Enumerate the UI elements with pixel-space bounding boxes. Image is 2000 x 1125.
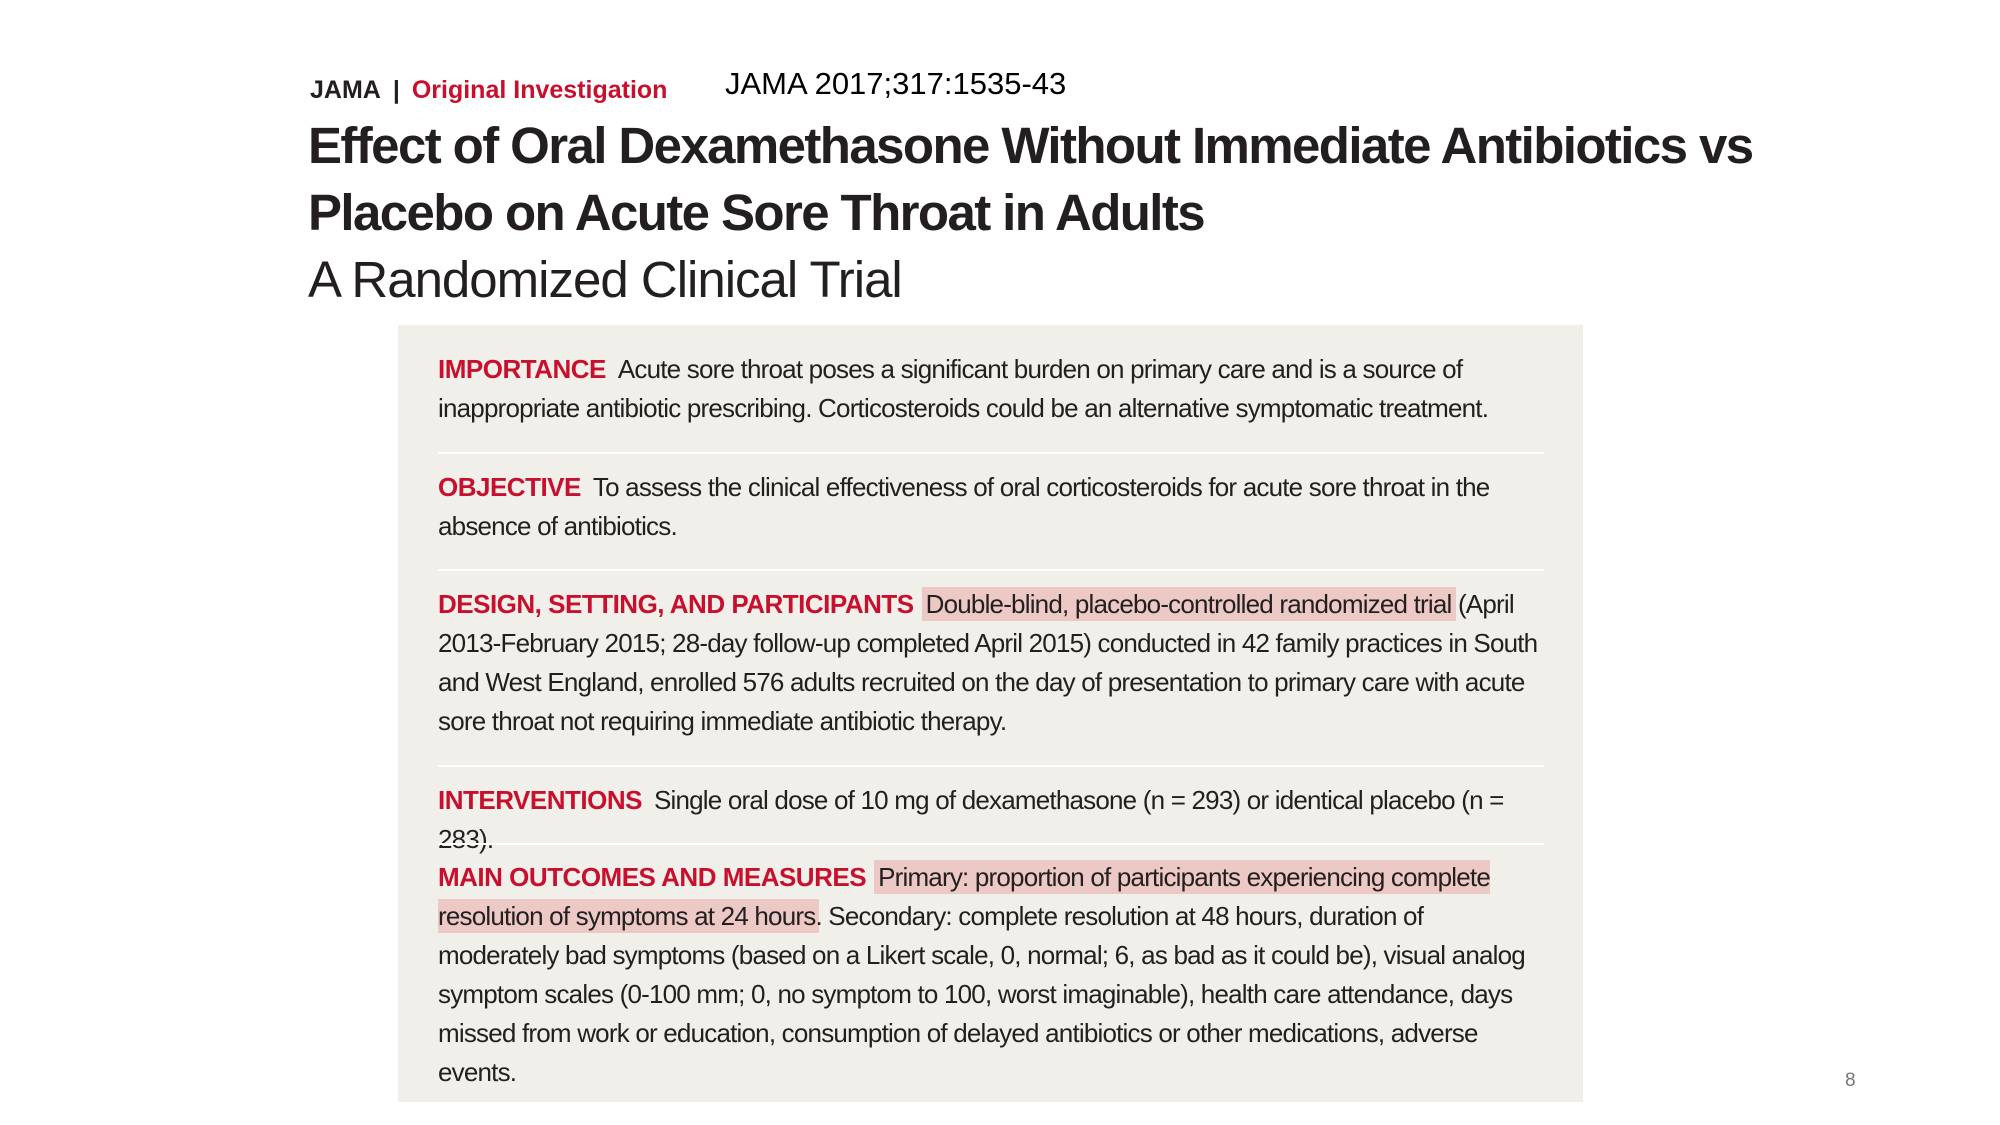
design-label: DESIGN, SETTING, AND PARTICIPANTS: [438, 589, 914, 619]
outcomes-highlight: Primary: proportion of participants experiencing complete resolution of symptoms at 24 hours: [438, 862, 1491, 931]
interventions-text: Single oral dose of 10 mg of dexamethasone (n = 293) or identical placebo (n = 283).: [438, 785, 1504, 854]
article-title: Effect of Oral Dexamethasone Without Immediate Antibiotics vs Placebo on Acute Sore Throat in Adults: [308, 117, 1753, 241]
abstract-design: [438, 585, 1544, 741]
article-subtitle: A Randomized Clinical Trial: [308, 251, 902, 308]
abstract-importance: [438, 350, 1544, 428]
outcomes-text: . Secondary: complete resolution at 48 hours, duration of moderately bad symptoms (based on a Likert scale, 0, normal; 6, as bad as it could be), visual analog symptom scales (0-100 mm; 0, no symptom to 100, worst imaginable), health care attendance, days missed from work or education, consumption of delayed antibiotics or other medications, adverse events.: [438, 901, 1525, 1087]
abstract-interventions: [438, 781, 1544, 859]
section-divider: [438, 843, 1544, 845]
outcomes-label: MAIN OUTCOMES AND MEASURES: [438, 862, 867, 892]
abstract-box: [398, 325, 1583, 1102]
citation: JAMA 2017;317:1535-43: [725, 66, 1067, 101]
design-text: (April 2013-February 2015; 28-day follow-up completed April 2015) conducted in 42 family practices in South and West England, enrolled 576 adults recruited on the day of presentation to primary care with acute sore throat not requiring immediate antibiotic therapy.: [438, 589, 1538, 736]
importance-label: IMPORTANCE: [438, 354, 606, 384]
abstract-outcomes: [438, 858, 1544, 1092]
journal-header: [310, 76, 667, 108]
design-highlight: Double-blind, placebo-controlled randomized trial: [922, 587, 1456, 621]
importance-text: Acute sore throat poses a significant burden on primary care and is a source of inappropriate antibiotic prescribing. Corticosteroids could be an alternative symptomatic treatment.: [438, 354, 1489, 423]
section-divider: [438, 569, 1544, 571]
header-separator: |: [392, 76, 400, 104]
abstract-objective: [438, 468, 1544, 546]
article-section: Original Investigation: [411, 76, 668, 104]
journal-name: JAMA: [310, 76, 381, 104]
section-divider: [438, 765, 1544, 767]
section-divider: [438, 452, 1544, 454]
objective-text: To assess the clinical effectiveness of oral corticosteroids for acute sore throat in the absence of antibiotics.: [438, 472, 1490, 541]
page-number: 8: [1845, 1070, 1856, 1091]
objective-label: OBJECTIVE: [438, 472, 581, 502]
interventions-label: INTERVENTIONS: [438, 785, 642, 815]
